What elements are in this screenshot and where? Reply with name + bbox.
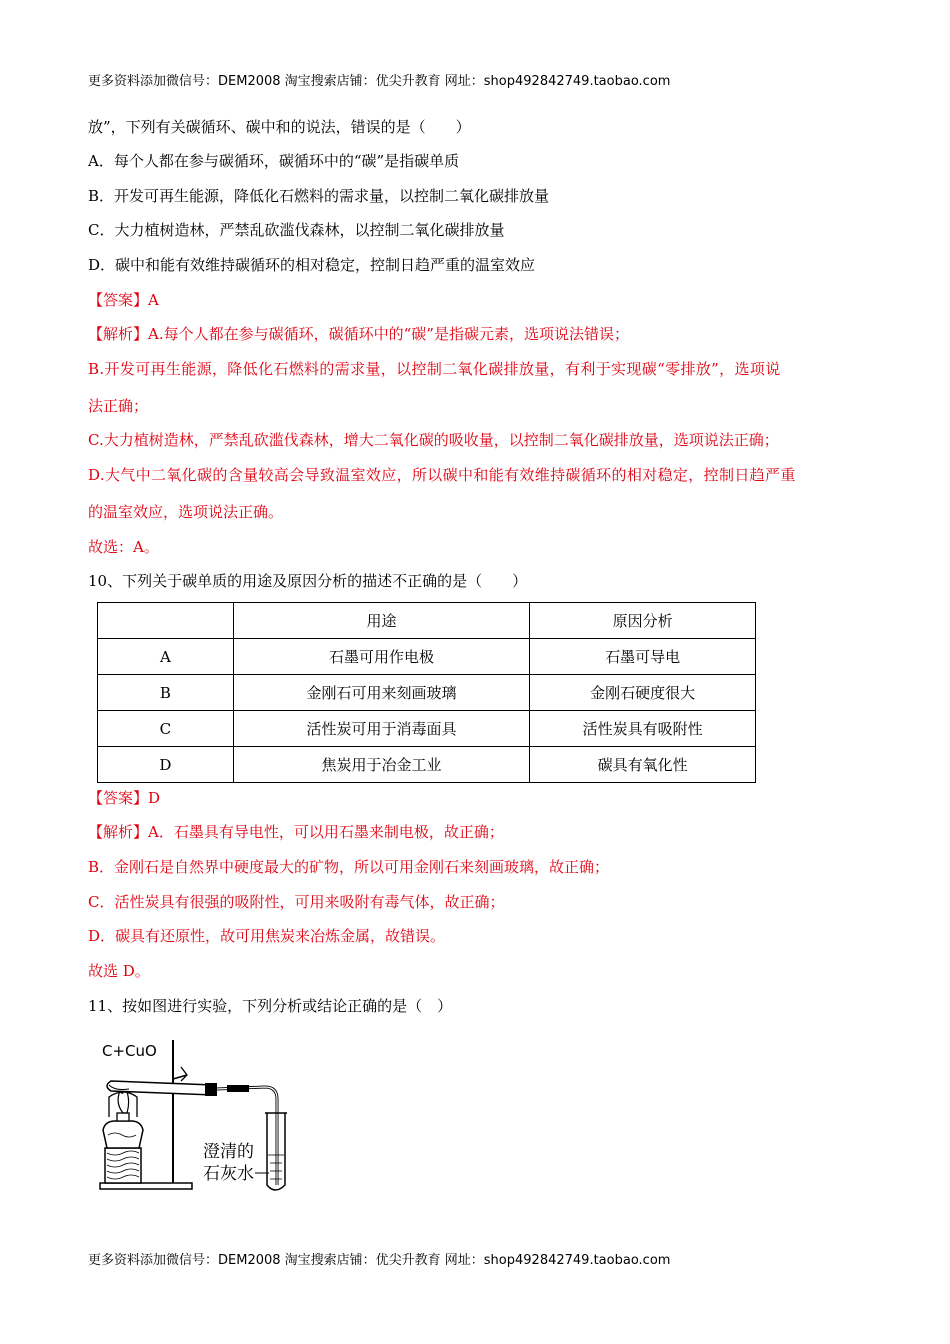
q9-option-a: A．每个人都在参与碳循环，碳循环中的“碳”是指碳单质	[88, 152, 460, 170]
table-cell: 金刚石硬度很大	[530, 675, 756, 711]
q10-table	[97, 602, 756, 783]
table-cell: 活性炭具有吸附性	[530, 711, 756, 747]
answer-tag: 【答案】	[88, 789, 149, 807]
q10-answer	[88, 788, 160, 808]
q9-stem-tail: 放”，下列有关碳循环、碳中和的说法，错误的是（ ）	[88, 118, 471, 136]
q9-option-d: D．碳中和能有效维持碳循环的相对稳定，控制日趋严重的温室效应	[88, 256, 536, 274]
analysis-text: A．石墨具有导电性，可以用石墨来制电极，故正确；	[148, 823, 504, 841]
q9-analysis-d2: 的温室效应，选项说法正确。	[88, 503, 284, 521]
table-header-cell: 用途	[233, 603, 530, 639]
q9-answer	[88, 290, 159, 310]
q10-analysis-d: D．碳具有还原性，故可用焦炭来冶炼金属，故错误。	[88, 927, 446, 945]
analysis-tag: 【解析】	[88, 325, 149, 343]
table-row	[98, 639, 756, 675]
table-row	[98, 675, 756, 711]
table-cell: 活性炭可用于消毒面具	[233, 711, 530, 747]
q9-analysis-b2: 法正确；	[88, 397, 149, 415]
table-cell: C	[98, 711, 234, 747]
table-row	[98, 747, 756, 783]
limewater-label-line1: 澄清的	[203, 1142, 254, 1162]
q10-analysis-b: B．金刚石是自然界中硬度最大的矿物，所以可用金刚石来刻画玻璃，故正确；	[88, 858, 610, 876]
table-cell: 金刚石可用来刻画玻璃	[233, 675, 530, 711]
q10-analysis-a	[88, 822, 504, 842]
table-cell: 碳具有氧化性	[530, 747, 756, 783]
table-cell: 石墨可导电	[530, 639, 756, 675]
table-header-row	[98, 603, 756, 639]
stand-base	[100, 1183, 192, 1189]
table-row	[98, 711, 756, 747]
page-footer: 更多资料添加微信号：DEM2008 淘宝搜索店铺：优尖升教育 网址：shop492842749.taobao.com	[88, 1253, 671, 1268]
q9-option-b: B．开发可再生能源，降低化石燃料的需求量，以控制二氧化碳排放量	[88, 187, 550, 205]
q9-analysis-c: C.大力植树造林，严禁乱砍滥伐森林，增大二氧化碳的吸收量，以控制二氧化碳排放量，选项说法正确；	[88, 431, 779, 449]
experiment-apparatus-figure	[95, 1035, 300, 1200]
answer-value: D	[148, 789, 161, 807]
table-cell: 石墨可用作电极	[233, 639, 530, 675]
reagent-label: C+CuO	[102, 1042, 157, 1060]
q9-analysis-b1: B.开发可再生能源，降低化石燃料的需求量，以控制二氧化碳排放量，有利于实现碳“零排放”，选项说	[88, 360, 781, 378]
q11-stem: 11、按如图进行实验，下列分析或结论正确的是（ ）	[88, 997, 453, 1015]
table-header-cell: 原因分析	[530, 603, 756, 639]
rubber-hose	[227, 1085, 249, 1092]
q9-choose: 故选：A。	[88, 538, 159, 556]
page-header: 更多资料添加微信号：DEM2008 淘宝搜索店铺：优尖升教育 网址：shop492842749.taobao.com	[88, 74, 671, 89]
table-cell: 焦炭用于冶金工业	[233, 747, 530, 783]
table-header-cell	[98, 603, 234, 639]
analysis-tag: 【解析】	[88, 823, 149, 841]
analysis-text: A.每个人都在参与碳循环，碳循环中的“碳”是指碳元素，选项说法错误；	[148, 325, 629, 343]
q10-analysis-c: C．活性炭具有很强的吸附性，可用来吸附有毒气体，故正确；	[88, 893, 505, 911]
table-cell: B	[98, 675, 234, 711]
q10-stem: 10、下列关于碳单质的用途及原因分析的描述不正确的是（ ）	[88, 572, 528, 590]
rubber-stopper	[205, 1083, 217, 1096]
table-cell: A	[98, 639, 234, 675]
q9-analysis-a	[88, 324, 629, 344]
table-cell: D	[98, 747, 234, 783]
q10-choose: 故选 D。	[88, 962, 150, 980]
answer-value: A	[148, 291, 159, 309]
q9-option-c: C．大力植树造林，严禁乱砍滥伐森林，以控制二氧化碳排放量	[88, 221, 505, 239]
q9-analysis-d1: D.大气中二氧化碳的含量较高会导致温室效应，所以碳中和能有效维持碳循环的相对稳定，控制日趋严重	[88, 466, 796, 484]
answer-tag: 【答案】	[88, 291, 149, 309]
limewater-label-line2: 石灰水	[203, 1164, 254, 1184]
